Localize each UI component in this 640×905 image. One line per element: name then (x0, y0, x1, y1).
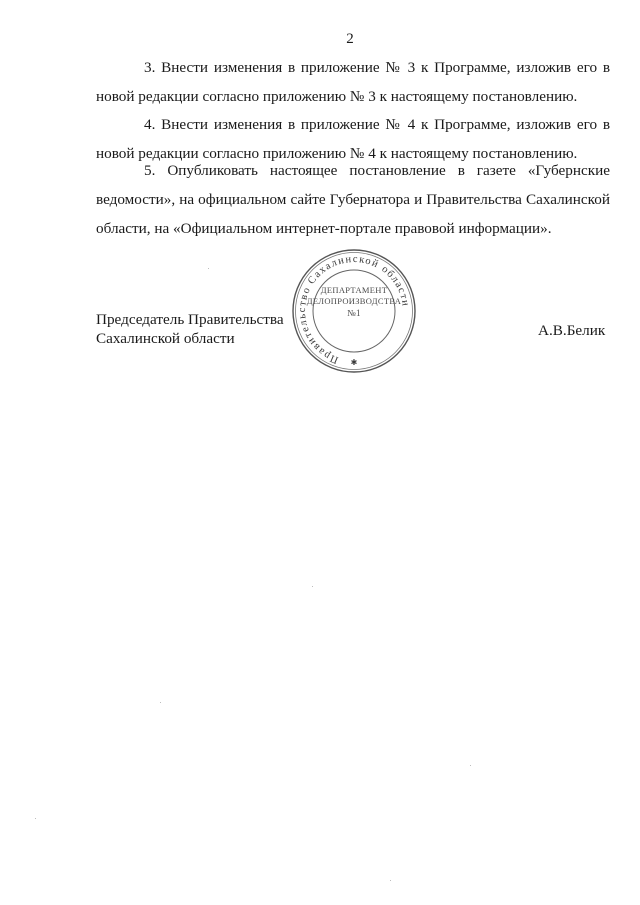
scan-speck (390, 880, 391, 881)
seal-ring-text: Правительство Сахалинской области (296, 253, 411, 366)
official-seal (291, 248, 417, 374)
signatory-position-line1: Председатель Правительства (96, 311, 284, 328)
scan-speck (160, 702, 161, 703)
paragraph-item-3: 3. Внести изменения в приложение № 3 к Программе, изложив его в новой редакции согласно приложению № 3 к настоящему постановлению. (96, 59, 610, 105)
signatory-position-line2: Сахалинской области (96, 330, 235, 347)
page-number: 2 (346, 31, 354, 47)
seal-center-line1: ДЕПАРТАМЕНТ (320, 285, 388, 295)
scan-speck (312, 586, 313, 587)
paragraph-item-4: 4. Внести изменения в приложение № 4 к Программе, изложив его в новой редакции согласно приложению № 4 к настоящему постановлению. (96, 116, 610, 162)
paragraph-item-5: 5. Опубликовать настоящее постановление в газете «Губернские ведомости», на официальном сайте Губернатора и Правительства Сахалинской области, на «Официальном интернет-портале правовой информации». (96, 162, 610, 237)
seal-center-line3: №1 (347, 308, 361, 318)
signatory-name: А.В.Белик (538, 322, 606, 339)
scan-speck (470, 765, 471, 766)
seal-center (291, 248, 417, 374)
scan-speck (208, 268, 209, 269)
seal-center-line2: ДЕЛОПРОИЗВОДСТВА (306, 296, 402, 306)
seal-star: ✱ (350, 358, 358, 367)
scan-speck (35, 818, 36, 819)
signatory-position (96, 310, 284, 348)
